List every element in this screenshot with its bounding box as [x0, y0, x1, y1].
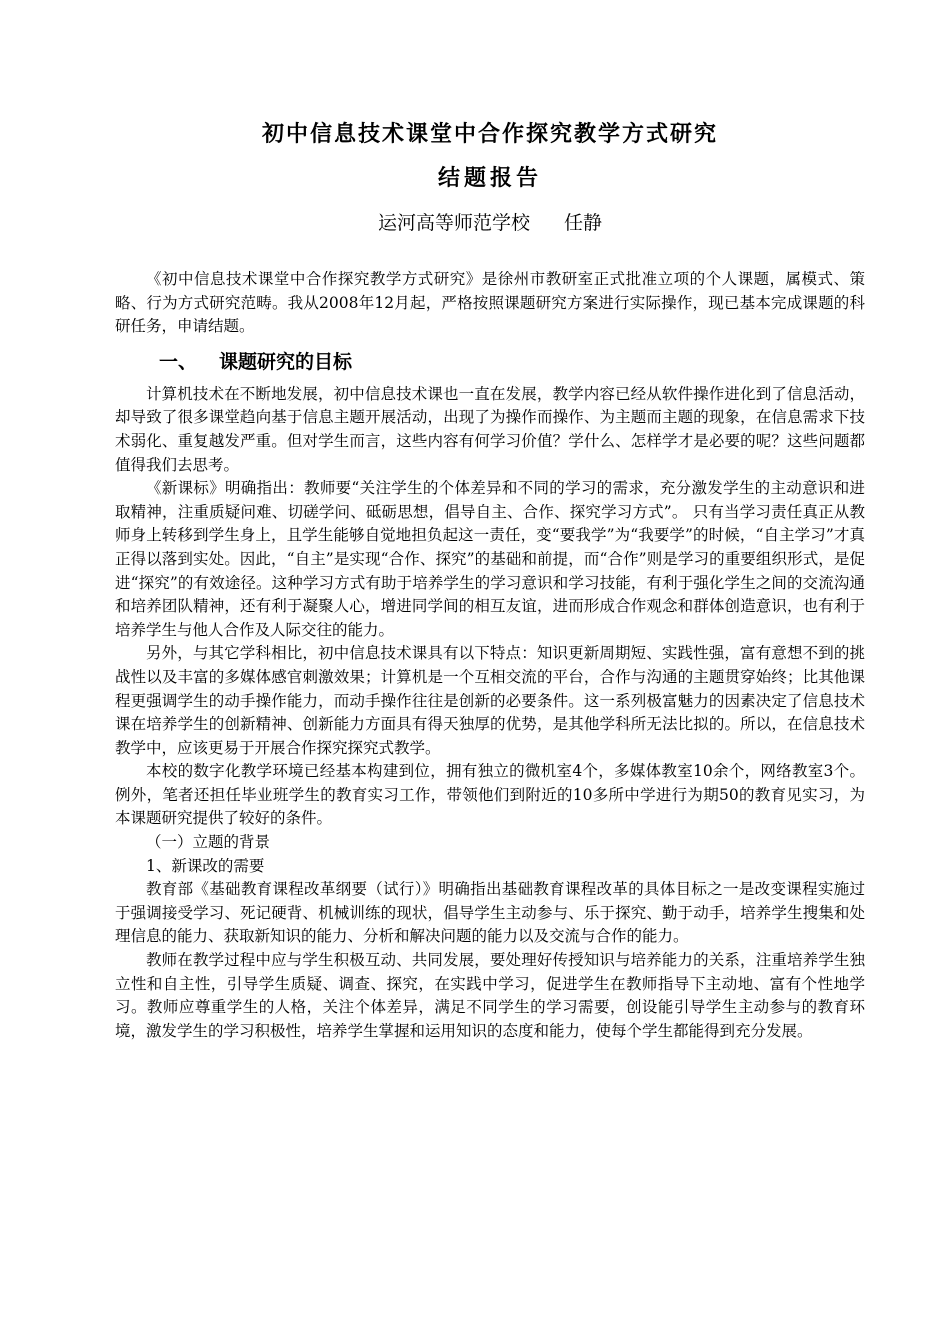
school-name: 运河高等师范学校: [377, 212, 530, 234]
document-title: 初中信息技术课堂中合作探究教学方式研究: [261, 122, 718, 147]
section-heading: [159, 347, 865, 377]
section-title: 课题研究的目标: [219, 350, 353, 373]
paragraph: 本校的数字化教学环境已经基本构建到位，拥有独立的微机室4个，多媒体教室10余个，网络教室3个。例外，笔者还担任毕业班学生的教育实习工作，带领他们到附近的10多所中学进行为期50的教育见实习，为本课题研究提供了较好的条件。: [115, 762, 865, 828]
document-page: [115, 118, 865, 1043]
document-subtitle: 结题报告: [437, 166, 542, 191]
author-line: [115, 208, 865, 238]
paragraph: 另外，与其它学科相比，初中信息技术课具有以下特点：知识更新周期短、实践性强，富有意想不到的挑战性以及丰富的多媒体感官刺激效果；计算机是一个互相交流的平台，合作与沟通的主题贯穿始终；比其他课程更强调学生的动手操作能力，而动手操作往往是创新的必要条件。这一系列极富魅力的因素决定了信息技术课在培养学生的创新精神、创新能力方面具有得天独厚的优势，是其他学科所无法比拟的。所以，在信息技术教学中，应该更易于开展合作探究探究式教学。: [115, 644, 865, 757]
paragraph: 教师在教学过程中应与学生积极互动、共同发展，要处理好传授知识与培养能力的关系，注重培养学生独立性和自主性，引导学生质疑、调查、探究，在实践中学习，促进学生在教师指导下主动地、富有个性地学习。教师应尊重学生的人格，关注个体差异，满足不同学生的学习需要，创设能引导学生主动参与的教育环境，激发学生的学习积极性，培养学生掌握和运用知识的态度和能力，使每个学生都能得到充分发展。: [115, 951, 865, 1040]
paragraph: 《新课标》明确指出：教师要“关注学生的个体差异和不同的学习的需求，充分激发学生的主动意识和进取精神，注重质疑问难、切磋学问、砥砺思想，倡导自主、合作、探究学习方式”。 只有当学习责任真正从教师身上转移到学生身上，且学生能够自觉地担负起这一责任，变“要我学”为“我要学”的时候，“自主学习”才真正得以落到实处。因此，“自主”是实现“合作、探究”的基础和前提，而“合作”则是学习的重要组织形式，是促进“探究”的有效途径。这种学习方式有助于培养学生的学习意识和学习技能，有利于强化学生之间的交流沟通和培养团队精神，还有利于凝聚人心，增进同学间的相互友谊，进而形成合作观念和群体创造意识，也有利于培养学生与他人合作及人际交往的能力。: [115, 479, 865, 639]
document-body: [115, 268, 865, 1043]
section-number: 一、: [159, 350, 198, 373]
paragraph: 教育部《基础教育课程改革纲要（试行）》明确指出基础教育课程改革的具体目标之一是改变课程实施过于强调接受学习、死记硬背、机械训练的现状，倡导学生主动参与、乐于探究、勤于动手，培养学生搜集和处理信息的能力、获取新知识的能力、分析和解决问题的能力以及交流与合作的能力。: [115, 880, 865, 946]
subheading-background: （一）立题的背景: [146, 833, 271, 852]
subheading-reform: 1、新课改的需要: [146, 856, 265, 875]
intro-paragraph: 《初中信息技术课堂中合作探究教学方式研究》是徐州市教研室正式批准立项的个人课题，属模式、策略、行为方式研究范畴。我从2008年12月起，严格按照课题研究方案进行实际操作，现已基本完成课题的科研任务，申请结题。: [115, 270, 865, 336]
author-name: 任静: [564, 212, 603, 234]
paragraph: 计算机技术在不断地发展，初中信息技术课也一直在发展，教学内容已经从软件操作进化到了信息活动，却导致了很多课堂趋向基于信息主题开展活动，出现了为操作而操作、为主题而主题的现象，在信息需求下技术弱化、重复越发严重。但对学生而言，这些内容有何学习价值？学什么、怎样学才是必要的呢？这些问题都值得我们去思考。: [115, 384, 865, 474]
